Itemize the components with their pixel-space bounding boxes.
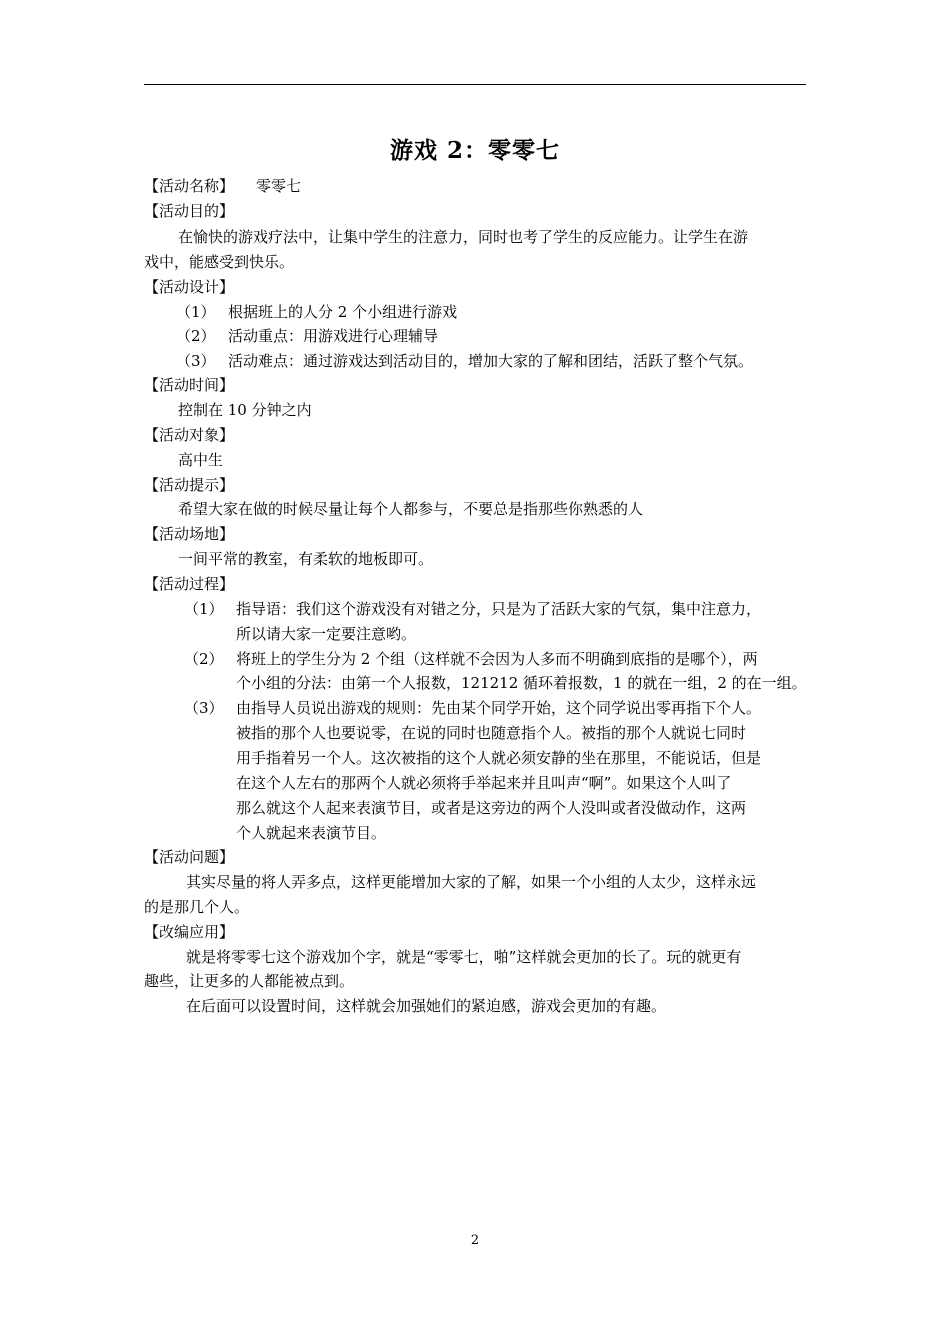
activity-name: 零零七	[256, 177, 302, 195]
time-text: 控制在 10 分钟之内	[178, 401, 312, 419]
purpose-text-line: 在愉快的游戏疗法中，让集中学生的注意力，同时也考了学生的反应能力。让学生在游	[178, 228, 749, 246]
process-item-line: 所以请大家一定要注意哟。	[236, 625, 417, 643]
process-item-line: 在这个人左右的那两个人就必须将手举起来并且叫声“啊”。如果这个人叫了	[236, 774, 732, 792]
header-rule	[144, 84, 806, 85]
section-heading-issues: 【活动问题】	[144, 848, 235, 866]
section-heading-time: 【活动时间】	[144, 376, 235, 394]
issues-text-line: 其实尽量的将人弄多点，这样更能增加大家的了解，如果一个小组的人太少，这样永远	[186, 873, 757, 891]
tips-text: 希望大家在做的时候尽量让每个人都参与，不要总是指那些你熟悉的人	[178, 500, 644, 518]
process-item-number: （1）	[184, 600, 224, 618]
process-item-line: 被指的那个人也要说零，在说的同时也随意指个人。被指的那个人就说七同时	[236, 724, 747, 742]
purpose-text-line: 戏中，能感受到快乐。	[144, 253, 295, 271]
process-item-line: 由指导人员说出游戏的规则：先由某个同学开始，这个同学说出零再指下个人。	[236, 699, 762, 717]
section-heading-venue: 【活动场地】	[144, 525, 235, 543]
section-heading-target: 【活动对象】	[144, 426, 235, 444]
section-heading-tips: 【活动提示】	[144, 476, 235, 494]
design-item-text: 活动重点：用游戏进行心理辅导	[228, 327, 439, 345]
process-item-line: 将班上的学生分为 2 个组（这样就不会因为人多而不明确到底指的是哪个），两	[236, 650, 758, 668]
process-item-number: （3）	[184, 699, 224, 717]
target-text: 高中生	[178, 451, 224, 469]
process-item-number: （2）	[184, 650, 224, 668]
section-heading-design: 【活动设计】	[144, 278, 235, 296]
process-item-line: 那么就这个人起来表演节目，或者是这旁边的两个人没叫或者没做动作，这两	[236, 799, 747, 817]
process-item-line: 指导语：我们这个游戏没有对错之分，只是为了活跃大家的气氛，集中注意力，	[236, 600, 762, 618]
section-name	[144, 176, 301, 196]
adapt-text-line: 就是将零零七这个游戏加个字，就是“零零七，啪”这样就会更加的长了。玩的就更有	[186, 948, 742, 966]
process-item-line: 用手指着另一个人。这次被指的这个人就必须安静的坐在那里，不能说话，但是	[236, 749, 762, 767]
design-item-text: 活动难点：通过游戏达到活动目的，增加大家的了解和团结，活跃了整个气氛。	[228, 352, 754, 370]
section-heading: 【活动名称】	[144, 177, 235, 195]
design-item-number: （1）	[176, 303, 216, 321]
section-heading-process: 【活动过程】	[144, 575, 235, 593]
process-item-line: 个人就起来表演节目。	[236, 824, 387, 842]
process-item-line: 个小组的分法：由第一个人报数，121212 循环着报数，1 的就在一组，2 的在一组。	[236, 674, 807, 692]
page-number: 2	[470, 1233, 480, 1248]
design-item-number: （3）	[176, 352, 216, 370]
design-item-text: 根据班上的人分 2 个小组进行游戏	[228, 303, 458, 321]
adapt-text-line: 在后面可以设置时间，这样就会加强她们的紧迫感，游戏会更加的有趣。	[186, 997, 667, 1015]
section-heading-purpose: 【活动目的】	[144, 202, 235, 220]
adapt-text-line: 趣些，让更多的人都能被点到。	[144, 972, 355, 990]
section-heading-adapt: 【改编应用】	[144, 923, 235, 941]
page-title: 游戏 2：零零七	[389, 137, 560, 164]
design-item-number: （2）	[176, 327, 216, 345]
issues-text-line: 的是那几个人。	[144, 898, 250, 916]
venue-text: 一间平常的教室，有柔软的地板即可。	[178, 550, 434, 568]
